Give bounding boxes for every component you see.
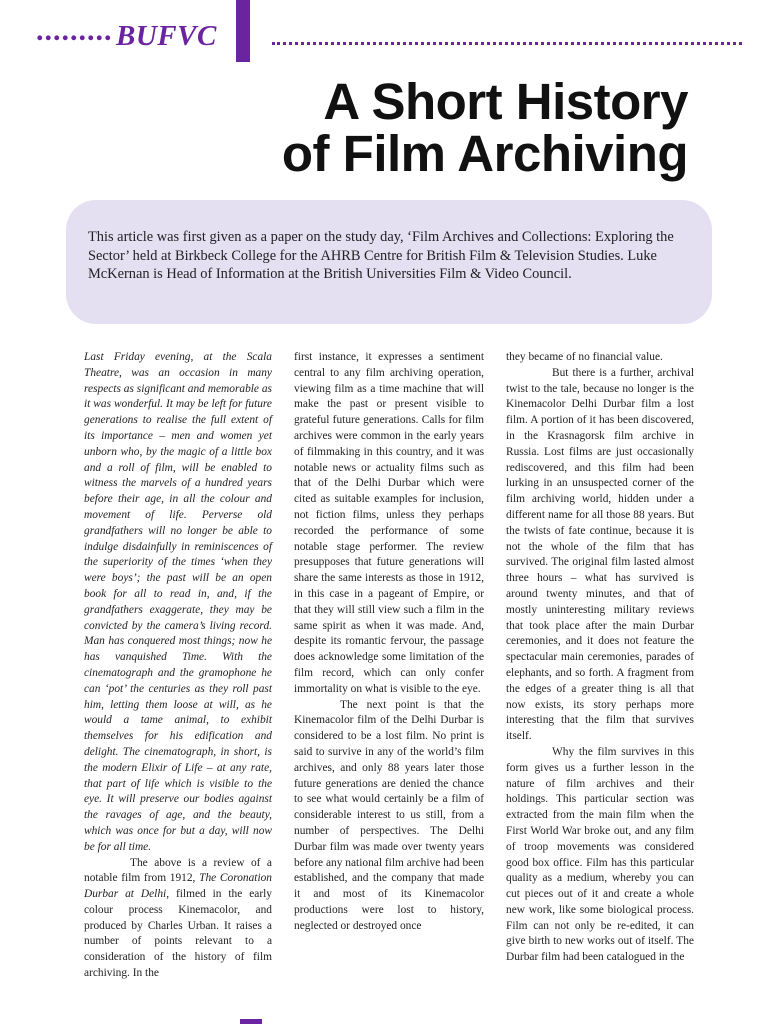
column-3-paragraph-1: they became of no financial value.	[506, 351, 663, 363]
column-3-paragraph-3: Why the film survives in this form gives us a further lesson in the nature of film archives and their holdings. This particular section was extracted from the main film when the First World War broke out, and any film of troop movements was considered good box office. Film has this particular quality as a medium, whereby you can cut pieces out of it and create a whole new work, like some biological process. Film can not only be re-edited, it can give birth to new works out of itself. The Durbar film had been catalogued in the	[506, 745, 694, 964]
title-line-2: of Film Archiving	[281, 125, 688, 182]
header-dotted-rule	[272, 42, 742, 45]
film-title: The Coronation Durbar at Delhi	[84, 872, 273, 901]
page-footer-mark	[240, 1019, 262, 1024]
column-1	[84, 350, 272, 982]
title-line-1: A Short History	[323, 73, 688, 130]
column-3	[506, 350, 694, 966]
intro-text: This article was first given as a paper on the study day, ‘Film Archives and Collections: Exploring the Sector’ held at Birkbeck College for the AHRB Centre for British Film & Television Studies. Luke McKernan is Head of Information at the British Universities Film & Video Council.	[88, 229, 674, 282]
column-2	[294, 350, 484, 934]
p2-text-before: The above is a review of a notable film from 1912,	[84, 856, 272, 885]
header-dots-left: .........	[36, 14, 113, 47]
column-1-paragraph-2	[84, 856, 272, 982]
review-quote: Last Friday evening, at the Scala Theatre, was an occasion in many respects as significant and memorable as it was wonderful. It may be left for future generations to realise the full extent of its importance – men and women yet unborn who, by the magic of a little box and a roll of film, will be enabled to witness the marvels of a hundred years before their age, in all the colour and movement of life. Perverse old grandfathers will no longer be able to indulge disdainfully in reminiscences of the superiority of the times ‘when they were boys’; the past will be an open book for all to read in, and, if the grandfathers exaggerate, they may be convicted by the camera’s living record. Man has conquered most things; now he has vanquished Time. With the cinematograph and the gramophone he can ‘pot’ the centuries as they roll past him, letting them loose at will, as he would a tame animal, to exhibit themselves for his edification and delight. The cinematograph, in short, is the modern Elixir of Life – at any rate, that part of life which is visible to the eye. It will preserve our bodies against the ravages of age, and the beauty, which was once for but a day, will now be for all time.	[84, 351, 272, 853]
column-2-paragraph-2: The next point is that the Kinemacolor film of the Delhi Durbar is considered to be a lost film. No print is said to survive in any of the world’s film archives, and only 88 years later those future generations are denied the chance to see what would certainly be a film of considerable interest to us still, from a number of perspectives. The Delhi Durbar film was made over twenty years before any national film archive had been established, and the company that made it and most of its Kinemacolor productions were lost to history, neglected or destroyed once	[294, 698, 484, 932]
page-title	[281, 73, 688, 182]
p2-text-after: , filmed in the early colour process Kinemacolor, and produced by Charles Urban. It raises a number of points relevant to a consideration of the history of film archiving. In the	[84, 888, 272, 980]
column-2-paragraph-1: first instance, it expresses a sentiment central to any film archiving operation, viewing film as a time machine that will make the past or present visible to grateful future generations. Calls for film archives were common in the early years of filmmaking in this country, and it was notable news or actuality films such as that of the Delhi Durbar which were cited as suitable examples for inclusion, not fiction films, unless they perhaps recorded the performance of some notable stage performer. The review presupposes that future generations will share the same interests as those in 1912, in this case in a pageant of Empire, or that they will still view such a film in the same spirit as when it was made. And, despite its romantic fervour, the passage does acknowledge some limitation of the film record, which can only confer immortality on what is visible to the eye.	[294, 351, 484, 695]
brand-bar	[236, 0, 250, 62]
column-3-paragraph-2: But there is a further, archival twist to the tale, because no longer is the Kinemacolor Delhi Durbar film a lost film. A portion of it has been discovered, in the Krasnagorsk film archive in Russia. Lost films are just occasionally rediscovered, and this film had been lurking in an unsuspected corner of the film archiving world, hidden under a different name for all those 88 years. But the twists of fate continue, because it is not the whole of the film that has survived. The original film lasted almost three hours – what has survived is around twenty minutes, and that of mostly uninteresting military reviews that took place after the main Durbar ceremonies, and it does not feature the spectacular main ceremonies, parades of elephants, and so forth. A fragment from the edges of a greater thing is all that now exists, its story perhaps more interesting that the film that survives itself.	[506, 366, 694, 743]
brand-name: BUFVC	[116, 20, 217, 52]
